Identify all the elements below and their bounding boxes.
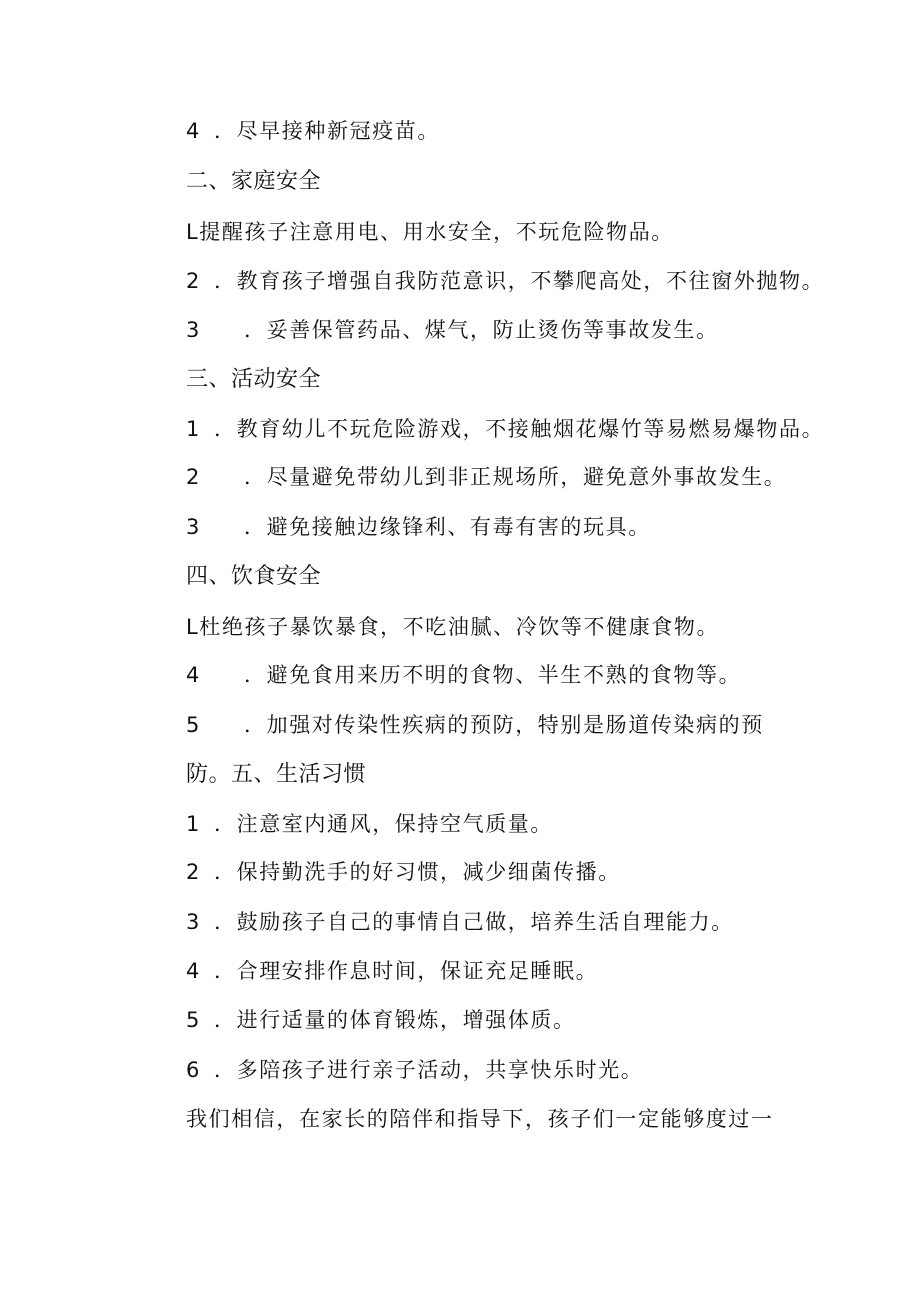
closing-paragraph: 我们相信，在家长的陪伴和指导下，孩子们一定能够度过一 [186, 1107, 774, 1131]
list-item-text: ．注意室内通风，保持空气质量。 [214, 812, 553, 836]
list-item-number: 2 [186, 269, 201, 293]
list-item [186, 513, 651, 541]
section-heading-living-habits: 防。五、生活习惯 [186, 762, 367, 787]
list-item-number: 5 [186, 1008, 201, 1032]
list-item-number: 3 [186, 318, 201, 342]
list-item-text: ．尽量避免带幼儿到非正规场所，避免意外事故发生。 [244, 465, 787, 489]
list-item-number: 5 [186, 713, 201, 737]
list-item [186, 957, 598, 985]
section-heading-home-safety: 二、家庭安全 [186, 169, 322, 194]
list-item [186, 463, 786, 491]
list-item-text: ．多陪孩子进行亲子活动，共享快乐时光。 [214, 1058, 644, 1082]
list-item-number: 1 [186, 417, 201, 441]
list-item-text: ．鼓励孩子自己的事情自己做，培养生活自理能力。 [214, 910, 734, 934]
list-item-number: 1 [186, 812, 201, 836]
list-item-number: 2 [186, 860, 201, 884]
list-item-number: 3 [186, 910, 201, 934]
list-item [186, 810, 553, 838]
list-item-text: ．尽早接种新冠疫苗。 [214, 119, 440, 143]
list-item-text: ．保持勤洗手的好习惯，减少细菌传播。 [214, 860, 621, 884]
list-item-text: ．避免食用来历不明的食物、半生不熟的食物等。 [244, 663, 742, 687]
list-item-number: 4 [186, 959, 201, 983]
list-item [186, 858, 621, 886]
list-item [186, 316, 719, 344]
list-item-number: 4 [186, 119, 201, 143]
list-item: L杜绝孩子暴饮暴食，不吃油腻、冷饮等不健康食物。 [186, 615, 720, 639]
list-item [186, 415, 824, 443]
list-item [186, 267, 824, 295]
list-item-number: 4 [186, 663, 201, 687]
list-item [186, 908, 734, 936]
list-item-text: ．加强对传染性疾病的预防，特别是肠道传染病的预 [244, 713, 764, 737]
list-item-text: ．教育幼儿不玩危险游戏，不接触烟花爆竹等易燃易爆物品。 [214, 417, 825, 441]
list-item-number: 6 [186, 1058, 201, 1082]
list-item-number: 2 [186, 465, 201, 489]
list-item-text: ．妥善保管药品、煤气，防止烫伤等事故发生。 [244, 318, 719, 342]
section-heading-activity-safety: 三、活动安全 [186, 367, 322, 392]
list-item: L提醒孩子注意用电、用水安全，不玩危险物品。 [186, 220, 674, 244]
list-item-text: ．教育孩子增强自我防范意识，不攀爬高处，不往窗外抛物。 [214, 269, 825, 293]
list-item [186, 1006, 576, 1034]
list-item [186, 117, 440, 145]
list-item-text: ．避免接触边缘锋利、有毒有害的玩具。 [244, 515, 651, 539]
list-item-text: ．进行适量的体育锻炼，增强体质。 [214, 1008, 576, 1032]
list-item [186, 661, 741, 689]
list-item [186, 1056, 643, 1084]
section-heading-food-safety: 四、饮食安全 [186, 564, 322, 589]
list-item [186, 711, 764, 739]
list-item-number: 3 [186, 515, 201, 539]
list-item-text: ．合理安排作息时间，保证充足睡眠。 [214, 959, 599, 983]
